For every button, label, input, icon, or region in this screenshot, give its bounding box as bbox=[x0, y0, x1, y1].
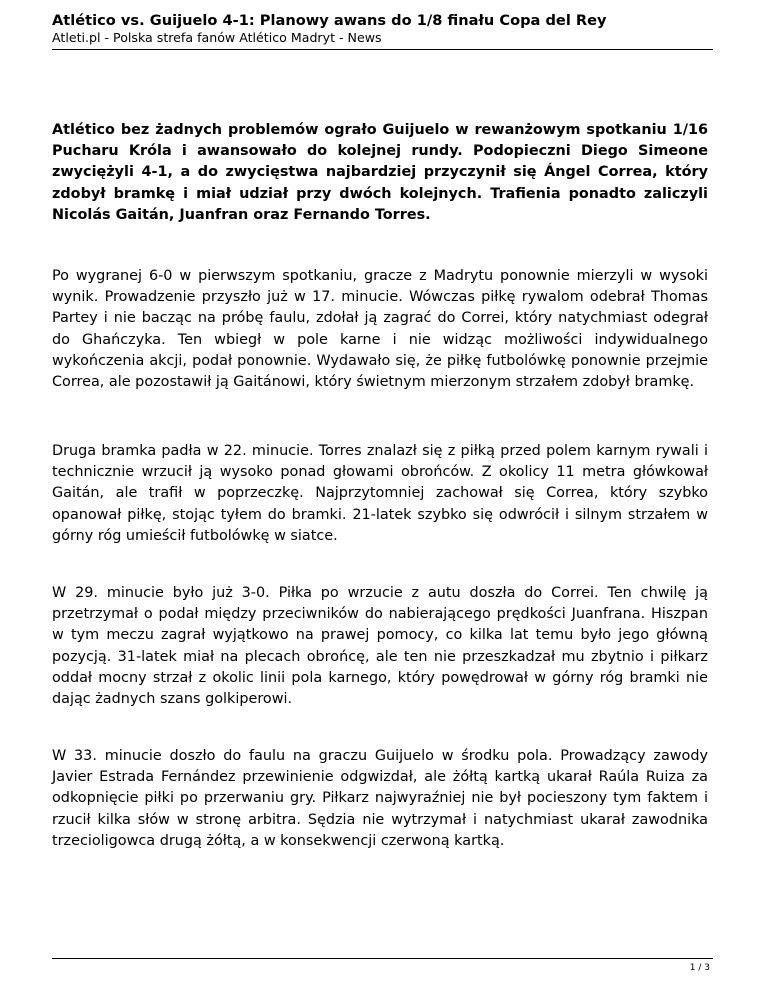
page-number: 1 / 3 bbox=[689, 963, 710, 973]
article-paragraph-2: Druga bramka padła w 22. minucie. Torres znalazł się z piłką przed polem karnym rywali i technicznie wrzucił ją wysoko ponad głowami obrońców. Z okolicy 11 metra główkował Gaitán, ale trafił w poprzeczkę. Najprzytomniej zachował się Correa, który szybko opanował piłkę, stojąc tyłem do bramki. 21-latek szybko się odwrócił i silnym strzałem w górny róg umieścił futbolówkę w siatce. bbox=[52, 443, 708, 544]
document-subtitle: Atleti.pl - Polska strefa fanów Atlético Madryt - News bbox=[52, 30, 382, 45]
document-header bbox=[52, 12, 713, 46]
footer-divider bbox=[52, 958, 713, 959]
article-lead: Atlético bez żadnych problemów ograło Guijuelo w rewanżowym spotkaniu 1/16 Pucharu Króla i awansowało do kolejnej rundy. Podopieczni Diego Simeone zwyciężyli 4-1, a do zwycięstwa najbardziej przyczynił się Ángel Correa, który zdobył bramkę i miał udział przy dwóch kolejnych. Trafienia ponadto zaliczyli Nicolás Gaitán, Juanfran oraz Fernando Torres. bbox=[52, 122, 708, 223]
article-paragraph-3: W 29. minucie było już 3-0. Piłka po wrzucie z autu doszła do Correi. Ten chwilę ją przetrzymał o podał między przeciwników do nabierającego prędkości Juanfrana. Hiszpan w tym meczu zagrał wyjątkowo na prawej pomocy, co kilka lat temu było jego główną pozycją. 31-latek miał na plecach obrońcę, ale ten nie przeszkadzał mu zbytnio i piłkarz oddał mocny strzał z okolic linii pola karnego, który powędrował w górny róg bramki nie dając żadnych szans golkiperowi. bbox=[52, 585, 708, 708]
document-title: Atlético vs. Guijuelo 4-1: Planowy awans do 1/8 finału Copa del Rey bbox=[52, 12, 607, 29]
article-lead-block bbox=[52, 120, 708, 226]
article-paragraph-1: Po wygranej 6-0 w pierwszym spotkaniu, gracze z Madrytu ponownie mierzyli w wysoki wynik. Prowadzenie przyszło już w 17. minucie. Wówczas piłkę rywalom odebrał Thomas Partey i nie bacząc na próbę faulu, zdołał ją zagrać do Correi, który natychmiast odegrał do Ghańczyka. Ten wbiegł w pole karne i nie widząc możliwości indywidualnego wykończenia akcji, podał ponownie. Wydawało się, że piłkę futbolówkę ponownie przejmie Correa, ale pozostawił ją Gaitánowi, który świetnym mierzonym strzałem zdobył bramkę. bbox=[52, 268, 708, 391]
header-divider bbox=[52, 49, 713, 50]
article-paragraph-4: W 33. minucie doszło do faulu na graczu Guijuelo w środku pola. Prowadzący zawody Javier Estrada Fernández przewinienie odgwizdał, ale żółtą kartką ukarał Raúla Ruiza za odkopnięcie piłki po przerwaniu gry. Piłkarz najwyraźniej nie był pocieszony tym faktem i rzucił kilka słów w stronę arbitra. Sędzia nie wytrzymał i natychmiast ukarał zawodnika trzecioligowca drugą żółtą, a w konsekwencji czerwoną kartką. bbox=[52, 748, 708, 849]
